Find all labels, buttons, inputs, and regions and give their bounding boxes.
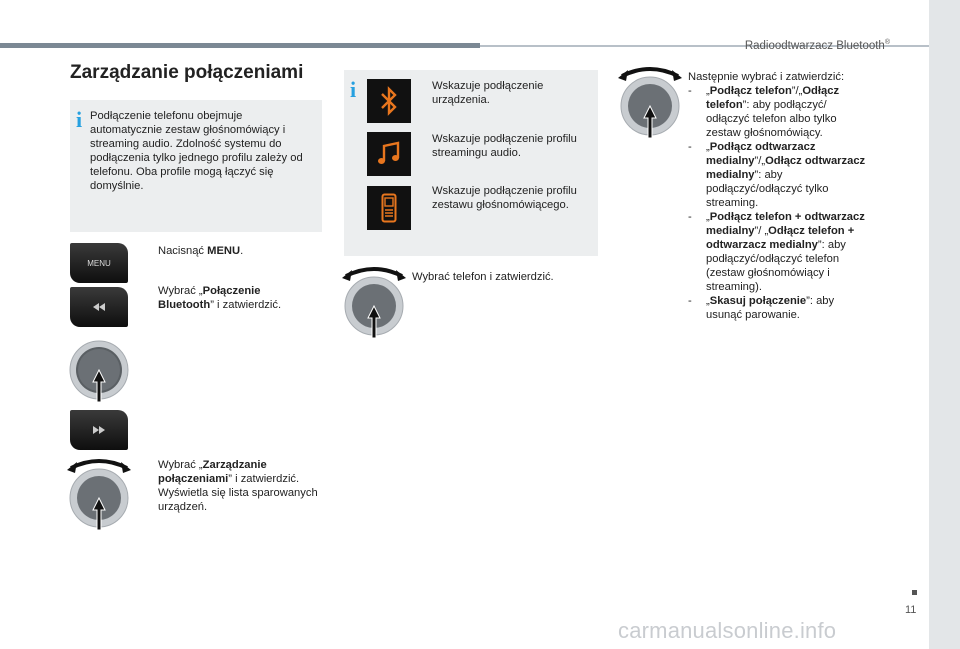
right-intro: Następnie wybrać i zatwierdzić:	[688, 71, 845, 83]
info-icon: i	[350, 77, 357, 102]
section-header-title: Radioodtwarzacz Bluetooth	[744, 39, 885, 52]
page-sidebar-strip	[929, 0, 960, 649]
menu-button-label: MENU	[87, 258, 111, 268]
knob-rotate-press-icon	[67, 458, 131, 530]
info-box-icons	[344, 70, 598, 256]
knob-rotate-press-icon	[618, 66, 682, 138]
page-marker	[912, 590, 917, 595]
section-header	[700, 39, 890, 52]
option-item: - „Podłącz odtwarzacz medialny”/„Odłącz odtwarzacz medialny”: aby podłączyć/odłączyć tylko streaming.	[688, 140, 868, 210]
step-3-text: Wybrać „Zarządzanie połączeniami” i zatwierdzić. Wyświetla się lista sparowanych urządzeń.	[158, 459, 318, 513]
rewind-icon	[92, 303, 106, 311]
page-number: 11	[905, 604, 917, 616]
phone-icon	[367, 186, 411, 230]
header-rule-dark	[0, 43, 480, 48]
page-title: Zarządzanie połączeniami	[70, 62, 304, 83]
option-list	[688, 84, 868, 322]
phone-icon-text: Wskazuje podłączenie profilu zestawu głośnomówiącego.	[432, 185, 577, 211]
knob-rotate-press-icon	[342, 266, 406, 338]
step-2-text: Wybrać „Połączenie Bluetooth” i zatwierdzić.	[158, 285, 282, 311]
watermark: carmanualsonline.info	[618, 618, 837, 643]
info-box-left	[70, 100, 322, 232]
bluetooth-icon	[367, 79, 411, 123]
music-note-icon-text: Wskazuje podłączenie profilu streamingu audio.	[432, 133, 577, 159]
select-phone-text: Wybrać telefon i zatwierdzić.	[412, 271, 554, 283]
info-box-left-text: Podłączenie telefonu obejmuje automatycznie zestaw głośnomówiący i streaming audio. Zdolność systemu do podłączenia tylko jednego profilu zależy od telefonu. Oba profile mogą łączyć się domyślnie.	[90, 110, 303, 192]
forward-button-image	[70, 410, 128, 450]
menu-button-image	[70, 243, 128, 283]
rewind-button-image	[70, 287, 128, 327]
bluetooth-icon-text: Wskazuje podłączenie urządzenia.	[432, 80, 544, 106]
option-item: - „Podłącz telefon”/„Odłącz telefon”: aby podłączyć/ odłączyć telefon albo tylko zestaw głośnomówiący.	[688, 84, 868, 140]
forward-icon	[92, 426, 106, 434]
step-1-text: Nacisnąć MENU.	[158, 245, 244, 257]
registered-mark: ®	[884, 39, 890, 46]
option-item: - „Podłącz telefon + odtwarzacz medialny”/ „Odłącz telefon + odtwarzacz medialny”: aby podłączyć/odłączyć telefon (zestaw głośnomówiący i streaming).	[688, 210, 868, 294]
knob-press-icon	[67, 340, 131, 404]
right-instructions	[688, 70, 868, 322]
option-item: - „Skasuj połączenie”: aby usunąć parowanie.	[688, 294, 868, 322]
music-note-icon	[367, 132, 411, 176]
info-icon: i	[76, 107, 83, 132]
